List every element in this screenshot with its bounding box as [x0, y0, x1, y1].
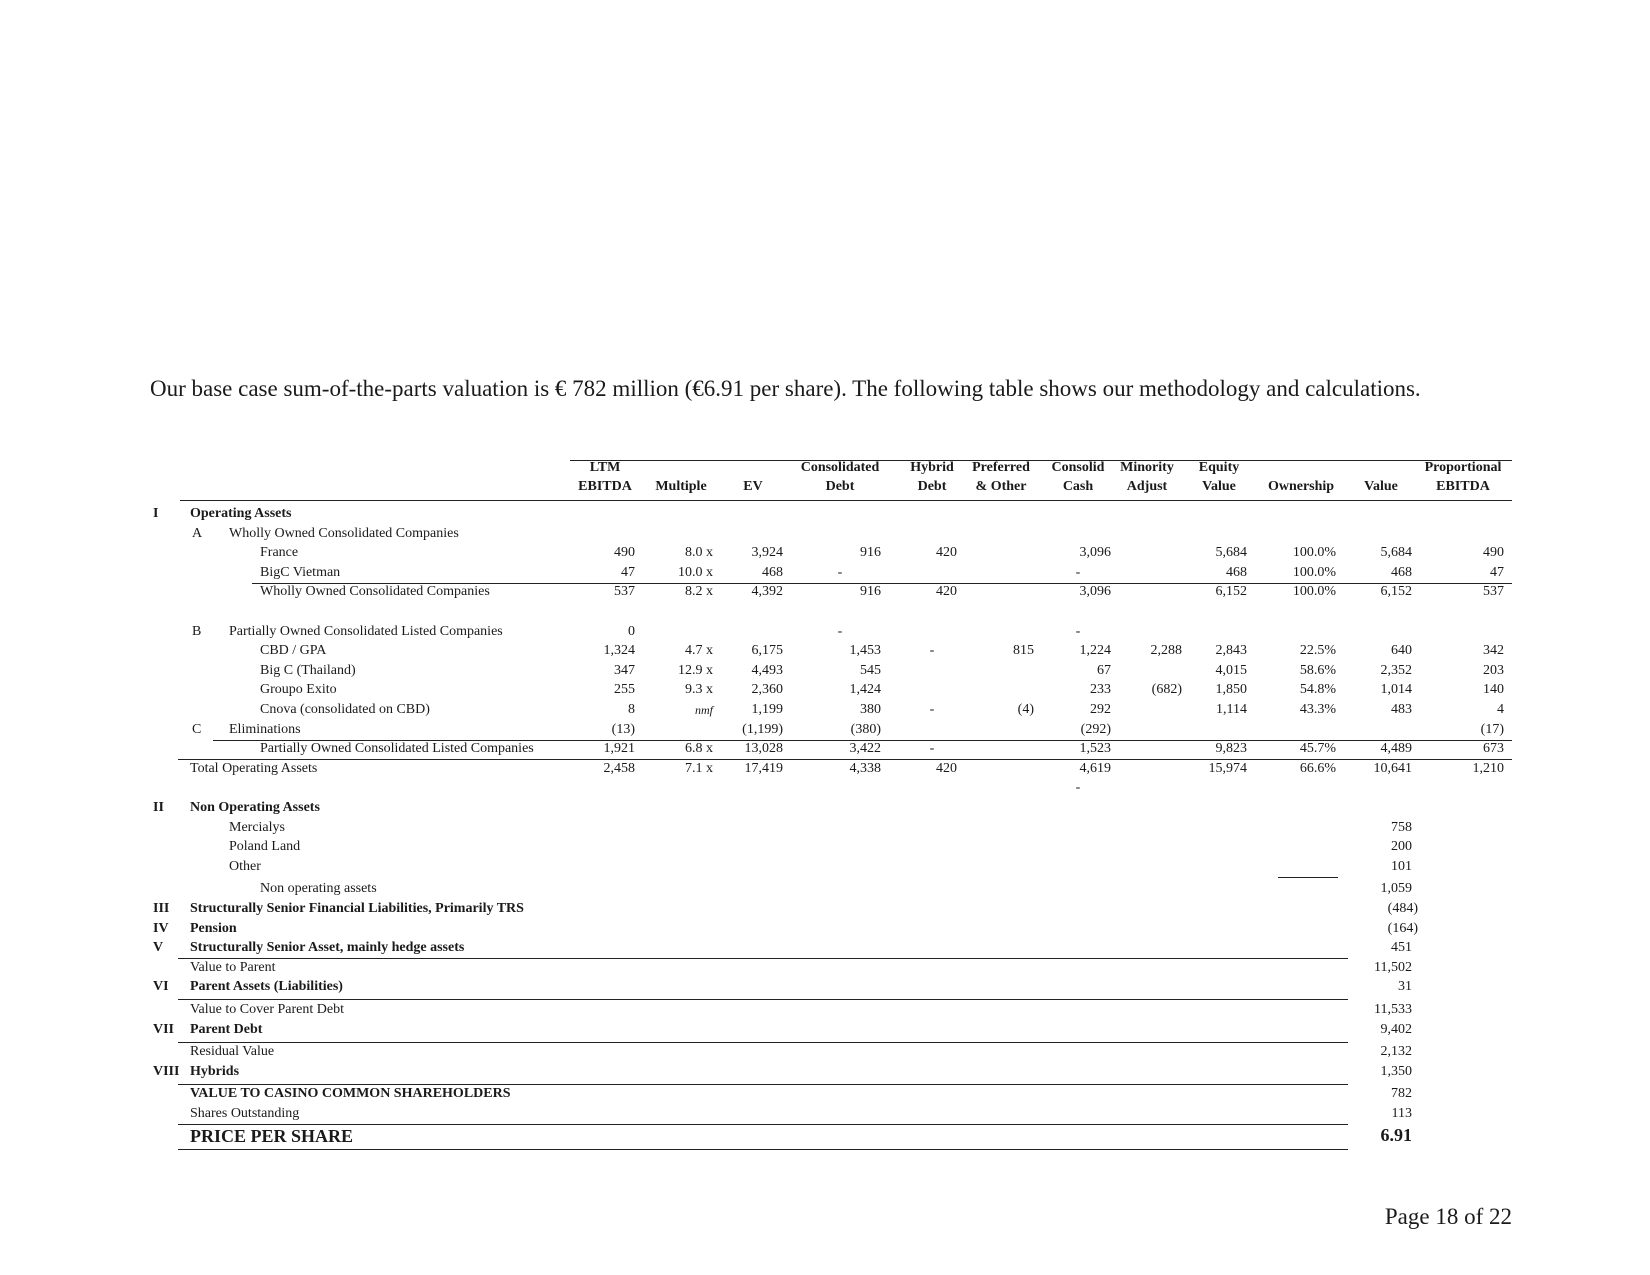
table-cell: 5,684 — [1380, 545, 1412, 561]
row-roman: VI — [153, 979, 169, 995]
table-cell: - — [1075, 780, 1081, 796]
table-cell: (17) — [1480, 721, 1504, 737]
table-cell: 9,823 — [1215, 741, 1247, 757]
value-cell: 6.91 — [1380, 1124, 1412, 1145]
table-cell: 47 — [1490, 564, 1504, 580]
intro-paragraph: Our base case sum-of-the-parts valuation is € 782 million (€6.91 per share). The following table shows our methodology and calculations. — [150, 376, 1421, 401]
row-label: Other — [229, 858, 261, 874]
table-rule — [178, 1124, 1348, 1125]
table-cell: 7.1 x — [685, 760, 713, 776]
table-cell: 380 — [860, 702, 881, 717]
value-cell: (484) — [1387, 901, 1418, 916]
table-cell: 537 — [1483, 584, 1504, 600]
row-roman: VIII — [153, 1063, 180, 1079]
row-label: Partially Owned Consolidated Listed Companies — [260, 741, 534, 757]
column-header: Debt — [917, 479, 947, 494]
row-label: Structurally Senior Asset, mainly hedge assets — [190, 940, 465, 956]
table-cell: 45.7% — [1299, 741, 1336, 757]
row-letter: A — [192, 525, 203, 541]
row-label: Structurally Senior Financial Liabilities, Primarily TRS — [190, 901, 524, 916]
table-cell: (13) — [611, 721, 635, 737]
table-cell: 10.0 x — [678, 564, 713, 580]
table-cell: 47 — [621, 564, 635, 580]
table-cell: (4) — [1017, 702, 1034, 717]
table-cell: 1,014 — [1380, 682, 1412, 698]
table-cell: 490 — [1483, 545, 1504, 561]
value-cell: 1,350 — [1380, 1063, 1412, 1079]
table-cell: 100.0% — [1292, 545, 1336, 561]
table-cell: 0 — [628, 623, 635, 639]
column-header: Value — [1202, 479, 1236, 494]
column-header: Ownership — [1267, 479, 1335, 494]
table-cell: 4,489 — [1380, 741, 1412, 757]
table-cell: 815 — [1013, 643, 1034, 659]
value-cell: 2,132 — [1380, 1044, 1412, 1060]
table-cell: 2,843 — [1215, 643, 1247, 659]
table-cell: 4,619 — [1079, 760, 1111, 776]
table-cell: - — [929, 741, 935, 757]
row-label: Cnova (consolidated on CBD) — [260, 702, 430, 717]
column-header: EBITDA — [578, 479, 632, 494]
table-cell: 468 — [762, 564, 783, 580]
value-cell: 113 — [1391, 1106, 1412, 1121]
row-label: VALUE TO CASINO COMMON SHAREHOLDERS — [190, 1086, 511, 1102]
table-cell: 545 — [860, 662, 881, 678]
column-header: Minority — [1120, 460, 1174, 475]
table-cell: 58.6% — [1299, 662, 1336, 678]
table-cell: 15,974 — [1208, 760, 1247, 776]
table-cell: 916 — [860, 545, 881, 561]
table-cell: 2,360 — [751, 682, 783, 698]
table-cell: 1,424 — [849, 682, 881, 698]
column-header: EV — [743, 479, 763, 494]
row-label: Value to Cover Parent Debt — [190, 1002, 344, 1017]
table-cell: 10,641 — [1373, 760, 1412, 776]
table-cell: 67 — [1097, 662, 1111, 678]
table-cell: 8.0 x — [685, 545, 713, 561]
column-header: Consolid — [1051, 460, 1105, 475]
table-cell: 3,422 — [849, 741, 881, 757]
table-cell: 3,924 — [751, 545, 783, 561]
table-cell: 6,152 — [1380, 584, 1412, 600]
table-cell: 537 — [614, 584, 635, 600]
table-cell: 140 — [1483, 682, 1504, 698]
table-rule — [178, 1042, 1348, 1043]
table-cell: 916 — [860, 584, 881, 600]
table-cell: 483 — [1391, 702, 1412, 717]
table-cell: 420 — [936, 584, 957, 600]
table-cell: 203 — [1483, 662, 1504, 678]
table-cell: 640 — [1391, 643, 1412, 659]
table-cell: 1,921 — [603, 741, 635, 757]
table-cell: 2,458 — [603, 760, 635, 776]
table-cell: 673 — [1483, 741, 1504, 757]
row-label: Residual Value — [190, 1044, 275, 1060]
row-label: Non Operating Assets — [190, 800, 320, 815]
value-cell: 11,533 — [1374, 1002, 1412, 1017]
row-label: Parent Debt — [190, 1021, 263, 1037]
table-cell: 490 — [614, 545, 635, 561]
value-cell: 101 — [1391, 858, 1412, 874]
row-roman: III — [153, 901, 170, 916]
table-cell: 1,210 — [1472, 760, 1504, 776]
table-cell: 4,338 — [849, 760, 881, 776]
table-cell: 420 — [936, 760, 957, 776]
table-cell: 8 — [628, 702, 635, 717]
table-cell: 4.7 x — [685, 643, 713, 659]
column-header: Cash — [1062, 479, 1094, 494]
table-cell: 1,114 — [1216, 702, 1247, 717]
row-label: Groupo Exito — [260, 682, 337, 698]
value-cell: 9,402 — [1380, 1021, 1412, 1037]
column-header: Consolidated — [800, 460, 880, 475]
table-rule — [1278, 877, 1338, 878]
value-cell: 200 — [1391, 839, 1412, 855]
table-cell: - — [1075, 564, 1081, 580]
column-header: LTM — [589, 460, 621, 475]
table-cell: 233 — [1090, 682, 1111, 698]
table-cell: 1,850 — [1215, 682, 1247, 698]
row-label: Value to Parent — [190, 959, 276, 975]
column-header: Adjust — [1126, 479, 1168, 494]
column-header: Proportional — [1424, 460, 1502, 475]
page-number: Page 18 of 22 — [1384, 1204, 1512, 1229]
table-cell: 6,175 — [751, 643, 783, 659]
table-cell: 6,152 — [1215, 584, 1247, 600]
column-header: EBITDA — [1436, 479, 1490, 494]
table-cell: 100.0% — [1292, 564, 1336, 580]
table-cell: 22.5% — [1299, 643, 1336, 659]
table-cell: 12.9 x — [678, 662, 713, 678]
row-label: Mercialys — [229, 819, 285, 835]
row-label: BigC Vietman — [260, 564, 341, 580]
table-cell: 17,419 — [744, 760, 783, 776]
table-cell: 420 — [936, 545, 957, 561]
table-cell: (292) — [1080, 721, 1111, 737]
row-label: Operating Assets — [190, 506, 292, 521]
column-header: Hybrid — [910, 460, 954, 475]
table-cell: 2,288 — [1150, 643, 1182, 659]
table-cell: 292 — [1090, 702, 1111, 717]
column-header: Multiple — [655, 479, 707, 494]
row-roman: VII — [153, 1021, 175, 1037]
table-cell: 255 — [614, 682, 635, 698]
table-cell: 468 — [1226, 564, 1247, 580]
table-cell: 9.3 x — [685, 682, 713, 698]
table-cell: 2,352 — [1380, 662, 1412, 678]
table-cell: 1,199 — [751, 702, 783, 717]
table-cell: 13,028 — [744, 741, 783, 757]
table-cell: (682) — [1151, 682, 1182, 698]
row-label: Total Operating Assets — [190, 760, 318, 776]
row-letter: C — [192, 721, 202, 737]
table-cell: (1,199) — [742, 721, 783, 737]
row-label: Parent Assets (Liabilities) — [190, 979, 343, 995]
row-label: Wholly Owned Consolidated Companies — [260, 584, 490, 600]
row-label: Poland Land — [229, 839, 301, 855]
row-label: PRICE PER SHARE — [190, 1125, 354, 1146]
row-label: Hybrids — [190, 1063, 240, 1079]
table-cell: - — [929, 702, 935, 717]
table-cell: 1,224 — [1079, 643, 1111, 659]
table-cell: 4,493 — [751, 662, 783, 678]
table-cell: - — [837, 623, 843, 639]
table-cell: 342 — [1483, 643, 1504, 659]
row-label: France — [260, 545, 299, 561]
table-cell: - — [1075, 623, 1081, 639]
table-cell: 347 — [614, 662, 635, 678]
row-roman: II — [153, 800, 164, 815]
table-cell: 54.8% — [1299, 682, 1336, 698]
table-cell: 1,523 — [1079, 741, 1111, 757]
row-roman: V — [153, 940, 164, 956]
value-cell: 11,502 — [1374, 959, 1412, 975]
value-cell: (164) — [1387, 920, 1418, 936]
column-header: Equity — [1198, 460, 1240, 475]
row-label: Big C (Thailand) — [260, 662, 356, 678]
row-label: Wholly Owned Consolidated Companies — [229, 525, 459, 541]
table-rule — [178, 1149, 1348, 1150]
table-cell: 5,684 — [1215, 545, 1247, 561]
table-rule — [180, 500, 1512, 501]
row-label: CBD / GPA — [260, 643, 327, 659]
table-cell: 3,096 — [1079, 584, 1111, 600]
table-cell: 66.6% — [1299, 760, 1336, 776]
row-letter: B — [192, 623, 202, 639]
value-cell: 782 — [1391, 1086, 1412, 1102]
table-cell: - — [837, 564, 843, 580]
table-rule — [178, 999, 1348, 1000]
table-cell: 4,015 — [1215, 662, 1247, 678]
table-rule — [178, 958, 1348, 959]
table-cell: - — [929, 643, 935, 659]
table-cell: 43.3% — [1299, 702, 1336, 717]
value-cell: 451 — [1391, 940, 1412, 956]
table-cell: 8.2 x — [685, 584, 713, 600]
value-cell: 1,059 — [1380, 881, 1412, 897]
value-cell: 758 — [1391, 819, 1412, 835]
row-roman: I — [153, 506, 159, 521]
column-header: & Other — [975, 479, 1027, 494]
table-cell: 6.8 x — [685, 741, 713, 757]
row-label: Partially Owned Consolidated Listed Companies — [229, 623, 503, 639]
row-label: Eliminations — [229, 721, 301, 737]
value-cell: 31 — [1398, 979, 1412, 995]
row-label: Shares Outstanding — [190, 1106, 300, 1121]
column-header: Value — [1364, 479, 1398, 494]
table-cell: (380) — [850, 721, 881, 737]
table-cell: 4,392 — [751, 584, 783, 600]
row-label: Pension — [190, 920, 237, 936]
row-roman: IV — [153, 920, 169, 936]
column-header: Preferred — [972, 460, 1030, 475]
table-cell: 4 — [1497, 702, 1504, 717]
table-cell: 100.0% — [1292, 584, 1336, 600]
row-label: Non operating assets — [260, 881, 377, 897]
table-cell: nmf — [695, 703, 713, 717]
column-header: Debt — [825, 479, 855, 494]
table-cell: 468 — [1391, 564, 1412, 580]
table-cell: 1,453 — [849, 643, 881, 659]
table-cell: 3,096 — [1079, 545, 1111, 561]
table-cell: 1,324 — [603, 643, 635, 659]
